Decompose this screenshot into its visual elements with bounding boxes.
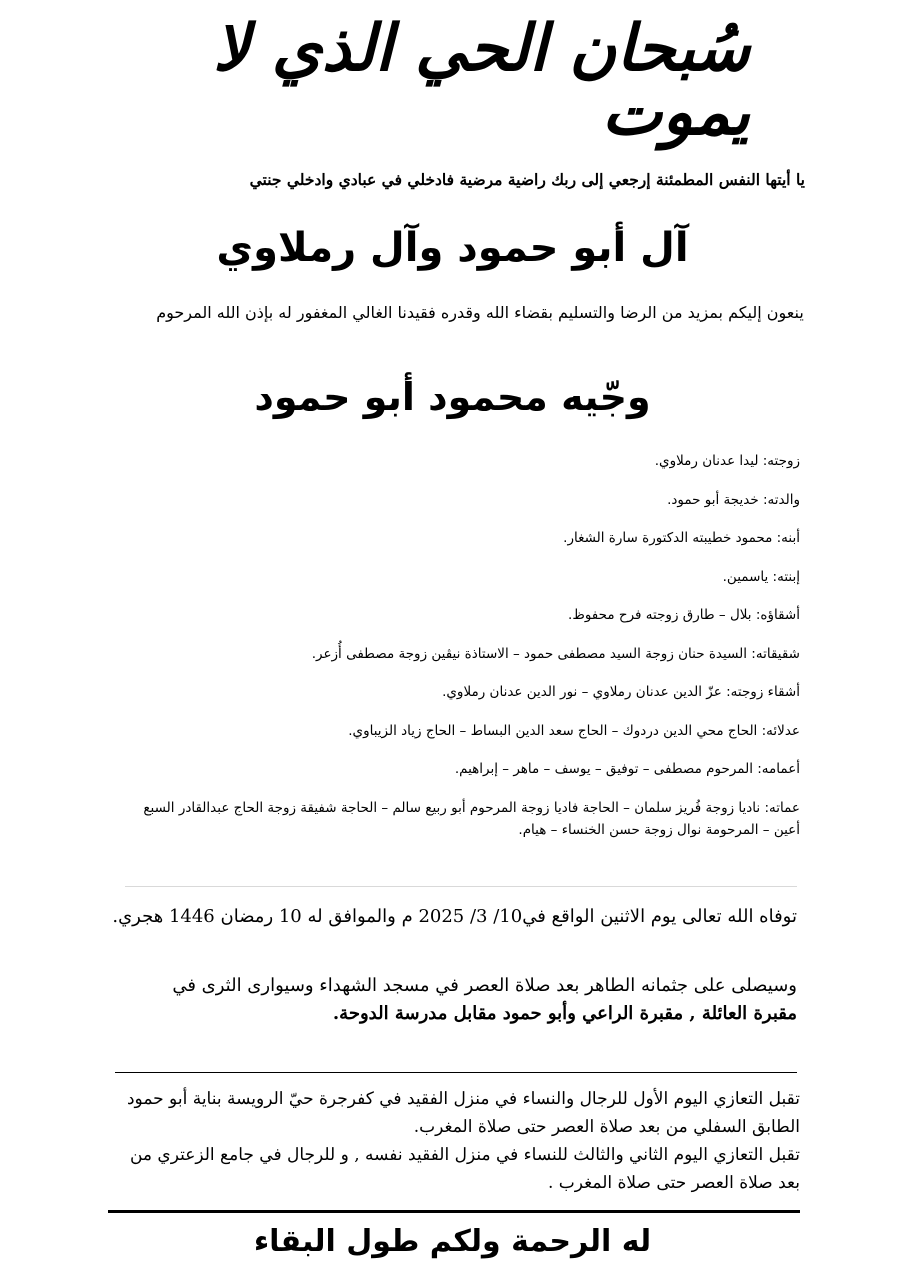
closing-phrase: له الرحمة ولكم طول البقاء <box>253 1224 652 1259</box>
list-item: عماته: ناديا زوجة فُريز سلمان – الحاجة فاديا زوجة المرحوم أبو ربيع سالم – الحاجة شفيقة زوجة الحاج عبدالقادر السبع أعين – المرحومة نوال زوجة حسن الخنساء – هيام. <box>143 799 800 838</box>
list-item: زوجته: ليدا عدنان رملاوي. <box>654 453 800 469</box>
funeral-prayer <box>107 972 797 1028</box>
announcement-text: ينعون إليكم بمزيد من الرضا والتسليم بقضاء الله وقدره فقيدنا الغالي المغفور له بإذن الله المرحوم <box>156 303 804 322</box>
list-item: أشقاء زوجته: عزّ الدين عدنان رملاوي – نور الدين عدنان رملاوي. <box>442 684 800 700</box>
condolences-section <box>105 1085 800 1197</box>
calligraphy-header: سُبحان الحي الذي لا يموت <box>213 10 750 150</box>
list-item: أشقاؤه: بلال – طارق زوجته فرح محفوظ. <box>568 607 800 623</box>
relatives-list <box>120 450 800 841</box>
death-notice: توفاه الله تعالى يوم الاثنين الواقع في10/ 3/ 2025 م والموافق له 10 رمضان 1446 هجري. <box>112 906 797 927</box>
burial-location: مقبرة العائلة , مقبرة الراعي وأبو حمود مقابل مدرسة الدوحة. <box>332 1003 797 1024</box>
funeral-prayer-text: وسيصلى على جثمانه الطاهر بعد صلاة العصر في مسجد الشهداء وسيوارى الثرى في <box>172 975 797 996</box>
list-item: أبنه: محمود خطيبته الدكتورة سارة الشغار. <box>563 530 800 546</box>
condolence-days-two-three: تقبل التعازي اليوم الثاني والثالث للنساء في منزل الفقيد نفسه , و للرجال في جامع الزعتري من بعد صلاة العصر حتى صلاة المغرب . <box>129 1145 800 1193</box>
family-names: آل أبو حمود وآل رملاوي <box>216 225 689 271</box>
list-item: إبنته: ياسمين. <box>722 568 800 585</box>
list-item: شقيقاته: السيدة حنان زوجة السيد مصطفى حمود – الاستاذة نيڤين زوجة مصطفى أُزعر. <box>311 645 800 662</box>
list-item: أعمامه: المرحوم مصطفى – توفيق – يوسف – ماهر – إبراهيم. <box>454 761 800 777</box>
quran-verse: يا أيتها النفس المطمئنة إرجعي إلى ربك راضية مرضية فادخلي في عبادي وادخلي جنتي <box>249 170 805 189</box>
condolence-day-one: تقبل التعازي اليوم الأول للرجال والنساء في منزل الفقيد في كفرجرة حيّ الرويسة بناية أبو حمود الطابق السفلي من بعد صلاة العصر حتى صلاة المغرب. <box>126 1089 800 1137</box>
divider <box>125 886 797 887</box>
list-item: عدلائه: الحاج محي الدين دردوك – الحاج سعد الدين البساط – الحاج زياد الزيباوي. <box>348 722 800 739</box>
list-item: والدته: خديجة أبو حمود. <box>667 491 800 508</box>
deceased-name: وجّيه محمود أبو حمود <box>254 375 651 419</box>
divider <box>115 1072 797 1073</box>
divider-thick <box>108 1210 800 1213</box>
